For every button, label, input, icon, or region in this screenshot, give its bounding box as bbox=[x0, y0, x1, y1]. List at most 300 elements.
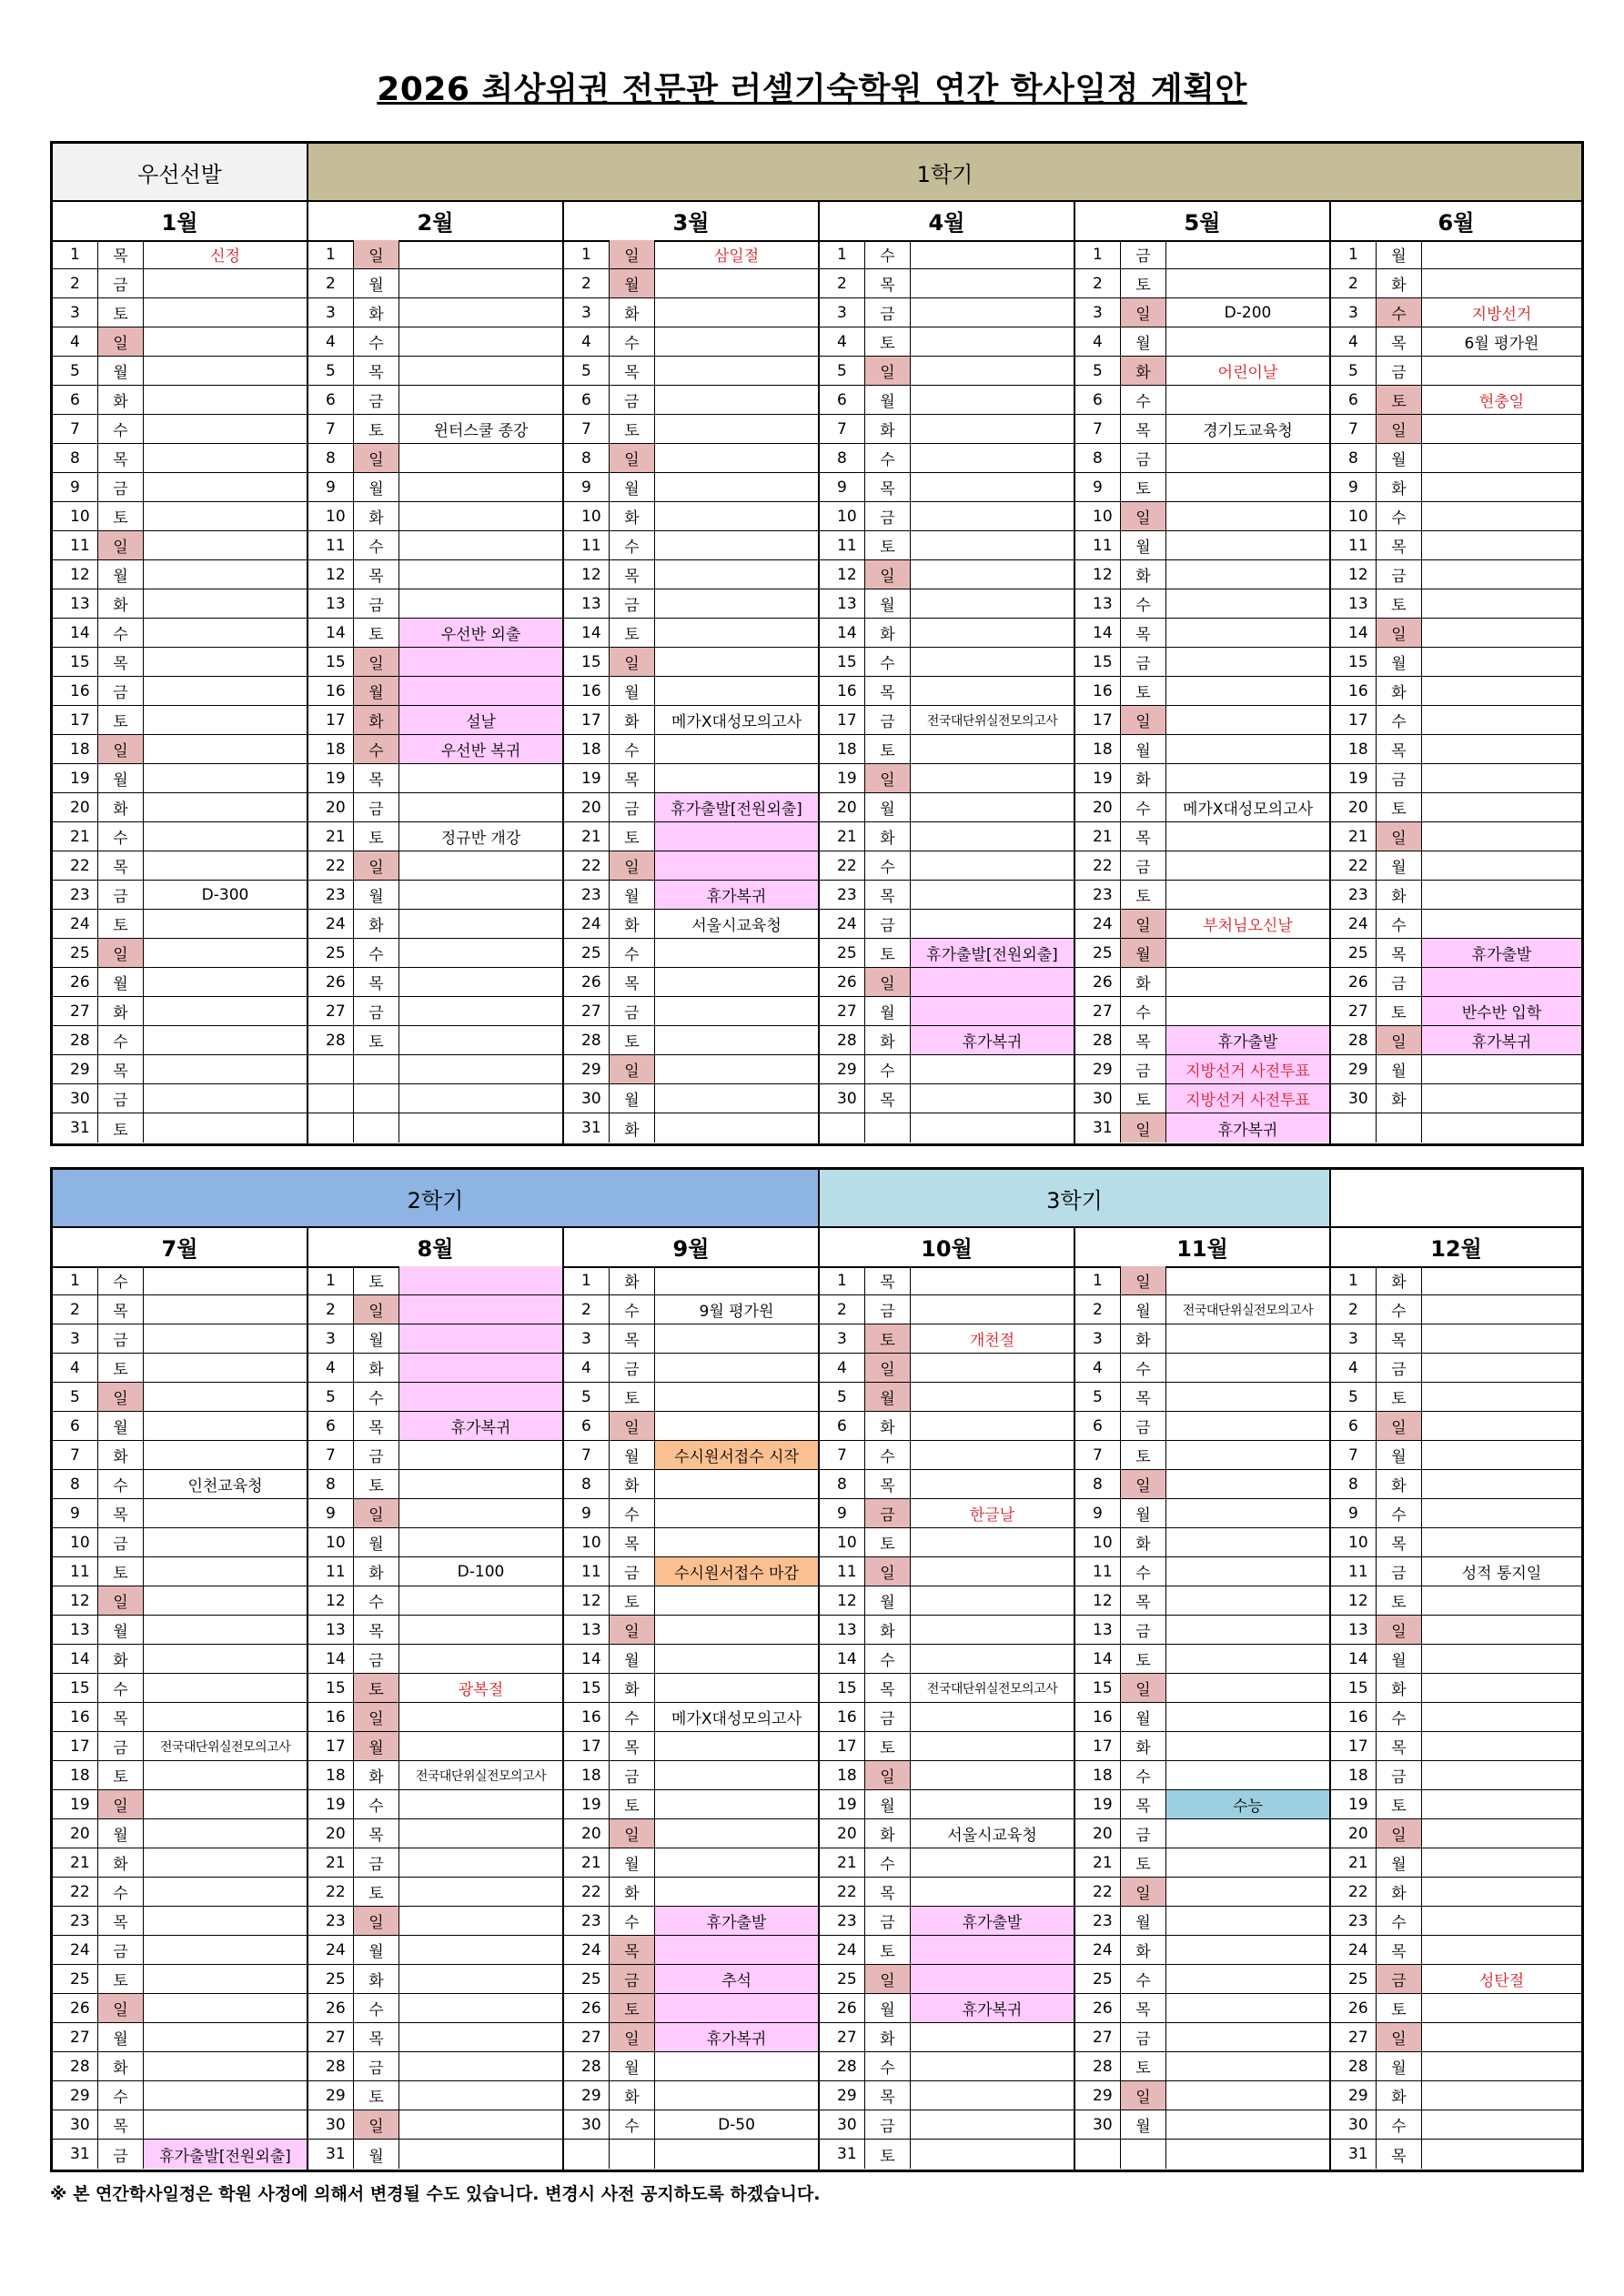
day-row bbox=[1331, 2052, 1581, 2081]
day-number: 31 bbox=[53, 2140, 98, 2169]
weekday: 화 bbox=[610, 502, 655, 530]
weekday: 금 bbox=[610, 386, 655, 414]
day-event bbox=[399, 1819, 562, 1848]
day-row bbox=[564, 822, 818, 851]
day-row bbox=[308, 1266, 562, 1295]
day-row bbox=[564, 1819, 818, 1848]
weekday: 수 bbox=[865, 1645, 911, 1673]
day-number: 22 bbox=[308, 1878, 354, 1906]
day-row bbox=[820, 1470, 1074, 1499]
day-row bbox=[564, 1732, 818, 1761]
day-number: 4 bbox=[820, 1354, 865, 1382]
month-column bbox=[308, 1266, 564, 2170]
day-number: 3 bbox=[308, 1324, 354, 1353]
day-event bbox=[399, 502, 562, 530]
weekday: 화 bbox=[1377, 1470, 1422, 1498]
day-event bbox=[144, 386, 307, 414]
day-number: 27 bbox=[820, 2023, 865, 2051]
day-row bbox=[53, 1412, 307, 1441]
day-row bbox=[820, 502, 1074, 531]
day-row bbox=[820, 1878, 1074, 1907]
weekday: 일 bbox=[1377, 822, 1422, 851]
weekday: 화 bbox=[1121, 764, 1166, 792]
day-row bbox=[820, 677, 1074, 706]
day-row bbox=[564, 910, 818, 939]
weekday: 금 bbox=[1121, 1819, 1166, 1848]
weekday: 금 bbox=[354, 1848, 399, 1877]
day-number: 30 bbox=[820, 1084, 865, 1113]
day-number: 23 bbox=[564, 881, 610, 909]
day-number: 17 bbox=[564, 706, 610, 734]
weekday: 목 bbox=[354, 560, 399, 589]
day-row bbox=[1331, 881, 1581, 910]
day-row bbox=[308, 910, 562, 939]
weekday: 일 bbox=[1121, 1113, 1166, 1143]
day-number: 10 bbox=[1075, 502, 1121, 530]
day-row bbox=[1331, 1354, 1581, 1383]
day-event bbox=[144, 1266, 307, 1294]
weekday: 일 bbox=[610, 1412, 655, 1440]
day-row bbox=[820, 589, 1074, 619]
day-number: 9 bbox=[564, 1499, 610, 1527]
weekday: 토 bbox=[1121, 1441, 1166, 1469]
day-event bbox=[1166, 2140, 1329, 2169]
day-event bbox=[1422, 1994, 1581, 2022]
day-number: 28 bbox=[1075, 1026, 1121, 1054]
day-number: 3 bbox=[308, 298, 354, 327]
day-event bbox=[1166, 327, 1329, 356]
weekday: 일 bbox=[354, 851, 399, 880]
weekday: 일 bbox=[610, 2023, 655, 2051]
day-event bbox=[1166, 939, 1329, 967]
day-event bbox=[399, 298, 562, 327]
day-event bbox=[1422, 1295, 1581, 1324]
weekday: 토 bbox=[98, 1354, 144, 1382]
day-row bbox=[564, 1907, 818, 1936]
day-event bbox=[911, 298, 1074, 327]
day-number: 11 bbox=[53, 531, 98, 559]
weekday: 목 bbox=[1121, 1790, 1166, 1818]
weekday: 수 bbox=[98, 2081, 144, 2110]
day-row bbox=[53, 793, 307, 822]
day-row bbox=[53, 1586, 307, 1616]
day-number: 20 bbox=[820, 793, 865, 821]
day-number: 19 bbox=[1075, 764, 1121, 792]
day-event bbox=[911, 560, 1074, 589]
day-number: 15 bbox=[308, 1674, 354, 1702]
weekday: 수 bbox=[865, 444, 911, 472]
day-event bbox=[1422, 1441, 1581, 1469]
weekday: 화 bbox=[1121, 1732, 1166, 1760]
day-event: 인천교육청 bbox=[187, 1477, 263, 1495]
day-event bbox=[1166, 1383, 1329, 1411]
day-event bbox=[655, 1586, 818, 1615]
day-number: 16 bbox=[564, 677, 610, 705]
day-event: D-300 bbox=[201, 885, 249, 904]
day-number: 12 bbox=[53, 560, 98, 589]
day-number: 27 bbox=[53, 997, 98, 1025]
day-event bbox=[1166, 240, 1329, 268]
day-event bbox=[399, 1499, 562, 1527]
day-event bbox=[144, 327, 307, 356]
weekday: 수 bbox=[1121, 997, 1166, 1025]
day-number: 25 bbox=[308, 1965, 354, 1993]
weekday: 수 bbox=[98, 1878, 144, 1906]
weekday: 일 bbox=[98, 1994, 144, 2022]
day-number: 22 bbox=[53, 1878, 98, 1906]
day-row bbox=[53, 1557, 307, 1586]
day-number: 22 bbox=[1075, 851, 1121, 880]
weekday: 목 bbox=[1377, 939, 1422, 967]
day-number: 2 bbox=[1075, 269, 1121, 297]
day-row bbox=[1331, 327, 1581, 357]
day-row bbox=[1331, 1994, 1581, 2023]
day-event bbox=[911, 1645, 1074, 1673]
day-event bbox=[399, 2081, 562, 2110]
weekday: 금 bbox=[865, 1499, 911, 1527]
day-number: 8 bbox=[564, 444, 610, 472]
day-event bbox=[655, 1936, 818, 1964]
weekday: 월 bbox=[354, 473, 399, 501]
day-event: 지방선거 bbox=[1471, 306, 1532, 324]
day-row bbox=[1075, 2023, 1329, 2052]
day-row bbox=[53, 2081, 307, 2110]
weekday: 금 bbox=[98, 269, 144, 297]
day-event bbox=[911, 589, 1074, 618]
weekday: 화 bbox=[610, 1266, 655, 1294]
day-row bbox=[53, 1470, 307, 1499]
day-event bbox=[399, 1055, 562, 1083]
weekday: 수 bbox=[1377, 1907, 1422, 1935]
day-event bbox=[911, 851, 1074, 880]
day-row bbox=[564, 2140, 818, 2169]
day-event bbox=[655, 1499, 818, 1527]
day-number: 23 bbox=[308, 881, 354, 909]
day-event bbox=[1422, 502, 1581, 530]
day-row bbox=[1331, 1528, 1581, 1557]
weekday: 수 bbox=[865, 648, 911, 676]
day-event bbox=[911, 1965, 1074, 1993]
weekday: 일 bbox=[1121, 706, 1166, 734]
day-row bbox=[308, 881, 562, 910]
day-number: 26 bbox=[1075, 1994, 1121, 2022]
day-row bbox=[820, 706, 1074, 735]
weekday: 일 bbox=[1121, 1878, 1166, 1906]
day-row bbox=[1331, 851, 1581, 881]
day-row bbox=[1075, 735, 1329, 764]
day-event bbox=[1166, 444, 1329, 472]
day-event bbox=[911, 473, 1074, 501]
day-event bbox=[399, 560, 562, 589]
day-number: 20 bbox=[564, 793, 610, 821]
day-number: 6 bbox=[308, 1412, 354, 1440]
day-event bbox=[1166, 881, 1329, 909]
weekday: 목 bbox=[98, 851, 144, 880]
day-row bbox=[53, 269, 307, 298]
day-number: 20 bbox=[1331, 1819, 1377, 1848]
day-row bbox=[820, 648, 1074, 677]
month-header: 4월 bbox=[820, 200, 1075, 240]
day-row bbox=[820, 1383, 1074, 1412]
day-number: 1 bbox=[820, 1266, 865, 1294]
day-event bbox=[399, 1295, 562, 1324]
day-event: 수능 bbox=[1166, 1790, 1329, 1818]
day-row bbox=[820, 1266, 1074, 1295]
day-event bbox=[1166, 735, 1329, 763]
day-event: 정규반 개강 bbox=[440, 830, 521, 848]
day-number: 1 bbox=[564, 240, 610, 268]
day-event bbox=[1422, 677, 1581, 705]
month-column bbox=[1331, 1266, 1581, 2170]
day-event bbox=[655, 1761, 818, 1789]
day-number: 18 bbox=[820, 1761, 865, 1789]
day-row bbox=[820, 560, 1074, 589]
day-event bbox=[655, 531, 818, 559]
day-row bbox=[1075, 1674, 1329, 1703]
day-number: 26 bbox=[564, 968, 610, 996]
weekday: 월 bbox=[865, 793, 911, 821]
day-number: 22 bbox=[820, 851, 865, 880]
weekday: 토 bbox=[1121, 473, 1166, 501]
weekday: 일 bbox=[98, 1586, 144, 1615]
day-row bbox=[1331, 997, 1581, 1026]
day-event bbox=[655, 968, 818, 996]
weekday: 화 bbox=[354, 1761, 399, 1789]
day-number: 7 bbox=[1075, 415, 1121, 443]
day-event bbox=[1422, 415, 1581, 443]
weekday: 일 bbox=[1121, 1674, 1166, 1702]
weekday: 목 bbox=[610, 764, 655, 792]
day-event bbox=[399, 2140, 562, 2169]
day-number: 16 bbox=[1075, 1703, 1121, 1731]
day-row bbox=[53, 648, 307, 677]
day-row bbox=[564, 2110, 818, 2140]
day-number: 24 bbox=[308, 1936, 354, 1964]
day-number: 26 bbox=[308, 1994, 354, 2022]
day-row bbox=[1331, 1703, 1581, 1732]
day-event bbox=[1166, 1441, 1329, 1469]
weekday: 월 bbox=[610, 1441, 655, 1469]
weekday: 화 bbox=[354, 502, 399, 530]
day-event bbox=[655, 386, 818, 414]
day-event bbox=[1422, 1761, 1581, 1789]
day-row bbox=[53, 298, 307, 327]
day-event bbox=[144, 2110, 307, 2139]
day-row bbox=[308, 1848, 562, 1878]
day-row bbox=[1331, 822, 1581, 851]
day-row bbox=[564, 939, 818, 968]
day-row bbox=[53, 386, 307, 415]
weekday: 수 bbox=[865, 240, 911, 268]
day-event: 전국대단위실전모의고사 bbox=[1182, 1303, 1314, 1318]
day-row bbox=[564, 327, 818, 357]
day-number: 1 bbox=[1075, 1266, 1121, 1294]
day-event bbox=[1166, 1965, 1329, 1993]
day-row bbox=[1075, 1819, 1329, 1848]
day-event bbox=[911, 269, 1074, 297]
day-event bbox=[144, 1113, 307, 1143]
day-number: 21 bbox=[1075, 822, 1121, 851]
day-event bbox=[655, 939, 818, 967]
day-number: 30 bbox=[1075, 2110, 1121, 2139]
day-row bbox=[564, 1026, 818, 1055]
weekday: 토 bbox=[610, 1383, 655, 1411]
weekday: 수 bbox=[865, 851, 911, 880]
day-row bbox=[564, 531, 818, 560]
weekday: 금 bbox=[354, 1441, 399, 1469]
month-header: 5월 bbox=[1075, 200, 1331, 240]
day-row bbox=[564, 1557, 818, 1586]
weekday: 목 bbox=[354, 1819, 399, 1848]
month-header: 8월 bbox=[308, 1226, 564, 1266]
day-row bbox=[820, 357, 1074, 386]
day-event bbox=[1166, 1819, 1329, 1848]
weekday: 금 bbox=[865, 1703, 911, 1731]
weekday: 일 bbox=[1377, 1412, 1422, 1440]
weekday: 화 bbox=[98, 1848, 144, 1877]
weekday: 화 bbox=[98, 1645, 144, 1673]
day-number: 2 bbox=[820, 1295, 865, 1324]
day-number: 10 bbox=[1331, 502, 1377, 530]
day-row bbox=[1075, 1113, 1329, 1143]
day-row bbox=[308, 1936, 562, 1965]
day-row bbox=[1331, 1965, 1581, 1994]
weekday: 월 bbox=[98, 357, 144, 385]
day-number: 26 bbox=[1331, 1994, 1377, 2022]
day-event bbox=[655, 298, 818, 327]
day-number: 17 bbox=[820, 706, 865, 734]
day-number: 16 bbox=[1075, 677, 1121, 705]
day-number: 28 bbox=[53, 2052, 98, 2080]
day-event bbox=[1422, 1878, 1581, 1906]
day-number: 2 bbox=[820, 269, 865, 297]
weekday: 일 bbox=[354, 2110, 399, 2139]
day-row bbox=[1331, 1557, 1581, 1586]
day-row bbox=[564, 2052, 818, 2081]
weekday: 화 bbox=[1377, 269, 1422, 297]
day-row bbox=[564, 1528, 818, 1557]
day-event bbox=[911, 386, 1074, 414]
day-row bbox=[308, 1878, 562, 1907]
day-number: 25 bbox=[53, 1965, 98, 1993]
day-event bbox=[1422, 1790, 1581, 1818]
day-number: 5 bbox=[53, 357, 98, 385]
weekday: 일 bbox=[1377, 1819, 1422, 1848]
weekday: 일 bbox=[865, 968, 911, 996]
day-event bbox=[911, 531, 1074, 559]
day-event bbox=[399, 793, 562, 821]
day-row bbox=[820, 939, 1074, 968]
day-event bbox=[144, 415, 307, 443]
day-event bbox=[144, 706, 307, 734]
weekday: 토 bbox=[354, 822, 399, 851]
weekday: 토 bbox=[610, 619, 655, 647]
day-number: 21 bbox=[1331, 822, 1377, 851]
day-number: 14 bbox=[564, 1645, 610, 1673]
day-event bbox=[655, 1084, 818, 1113]
day-event bbox=[399, 531, 562, 559]
day-event bbox=[655, 648, 818, 676]
weekday: 목 bbox=[98, 240, 144, 268]
day-row bbox=[1331, 473, 1581, 502]
day-row bbox=[53, 822, 307, 851]
day-row bbox=[1331, 968, 1581, 997]
weekday: 토 bbox=[610, 1994, 655, 2022]
day-number bbox=[1331, 1113, 1377, 1143]
day-number: 20 bbox=[1075, 1819, 1121, 1848]
day-number: 16 bbox=[308, 1703, 354, 1731]
day-number: 25 bbox=[1075, 939, 1121, 967]
day-event bbox=[144, 1994, 307, 2022]
day-event: 성적 통지일 bbox=[1461, 1565, 1542, 1583]
day-event: 휴가복귀 bbox=[655, 881, 818, 909]
day-event bbox=[1422, 1528, 1581, 1556]
day-row bbox=[1075, 1703, 1329, 1732]
day-row bbox=[564, 298, 818, 327]
day-event: 경기도교육청 bbox=[1203, 422, 1293, 440]
day-event bbox=[144, 444, 307, 472]
day-row bbox=[1331, 531, 1581, 560]
day-event bbox=[144, 1295, 307, 1324]
day-number: 9 bbox=[1075, 473, 1121, 501]
weekday: 일 bbox=[610, 648, 655, 676]
weekday: 금 bbox=[610, 997, 655, 1025]
day-row bbox=[564, 1266, 818, 1295]
day-event bbox=[655, 269, 818, 297]
day-row bbox=[564, 1965, 818, 1994]
weekday: 목 bbox=[98, 1499, 144, 1527]
day-number: 24 bbox=[564, 1936, 610, 1964]
weekday: 금 bbox=[98, 677, 144, 705]
day-number: 4 bbox=[1331, 1354, 1377, 1382]
semester-header-row bbox=[53, 144, 1581, 202]
day-number: 10 bbox=[820, 1528, 865, 1556]
day-row bbox=[1331, 1848, 1581, 1878]
day-number: 21 bbox=[308, 1848, 354, 1877]
weekday: 일 bbox=[1121, 502, 1166, 530]
day-row bbox=[53, 473, 307, 502]
day-number: 15 bbox=[53, 648, 98, 676]
weekday: 화 bbox=[865, 619, 911, 647]
day-row bbox=[1075, 1790, 1329, 1819]
day-row bbox=[1331, 1295, 1581, 1324]
weekday: 토 bbox=[98, 706, 144, 734]
weekday: 월 bbox=[98, 2023, 144, 2051]
day-number: 13 bbox=[53, 589, 98, 618]
day-number: 3 bbox=[820, 1324, 865, 1353]
day-event bbox=[655, 357, 818, 385]
weekday: 금 bbox=[1377, 764, 1422, 792]
weekday: 목 bbox=[610, 968, 655, 996]
day-row bbox=[820, 473, 1074, 502]
day-number: 11 bbox=[564, 531, 610, 559]
day-event: 휴가복귀 bbox=[911, 1994, 1074, 2022]
day-number: 11 bbox=[820, 531, 865, 559]
weekday: 토 bbox=[1121, 1084, 1166, 1113]
day-number: 18 bbox=[820, 735, 865, 763]
day-event bbox=[1422, 1354, 1581, 1382]
day-number: 9 bbox=[308, 1499, 354, 1527]
day-number: 23 bbox=[820, 1907, 865, 1935]
day-number: 29 bbox=[564, 2081, 610, 2110]
day-event bbox=[911, 619, 1074, 647]
day-event bbox=[1422, 1732, 1581, 1760]
day-row bbox=[1075, 560, 1329, 589]
weekday: 금 bbox=[1377, 1761, 1422, 1789]
day-number: 13 bbox=[1075, 1616, 1121, 1644]
day-number: 28 bbox=[53, 1026, 98, 1054]
weekday: 일 bbox=[98, 939, 144, 967]
